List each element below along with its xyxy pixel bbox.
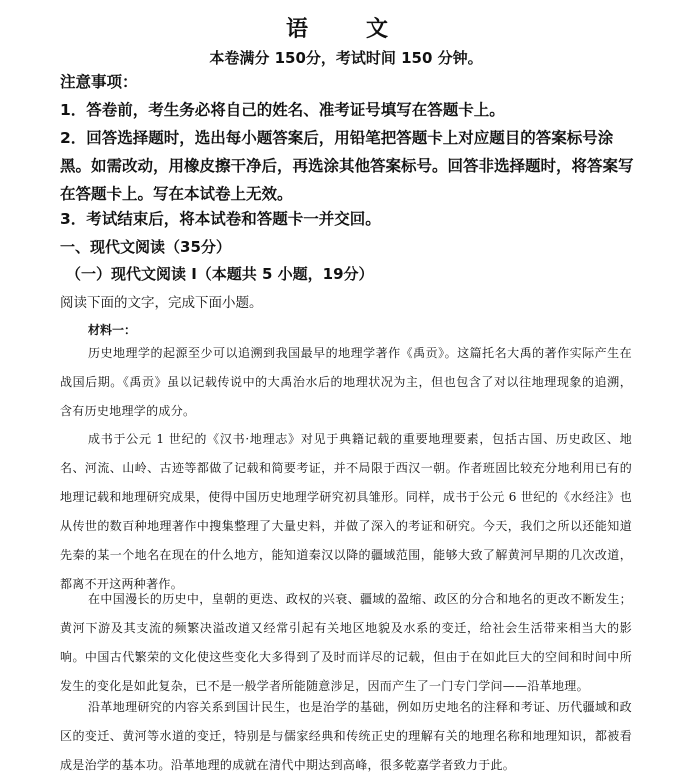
- material-label: 材料一：: [88, 323, 137, 337]
- paragraph-3: 在中国漫长的历史中，皇朝的更迭、政权的兴衰、疆域的盈缩、政区的分合和地名的更改不断发生；黄河下游及其支流的频繁决溢改道又经常引起有关地区地貌及水系的变迁，给社会生活带来相当大的影响。中国古代繁荣的文化使这些变化大多得到了及时而详尽的记载，但由于在如此巨大的空间和时间中所发生的变化是如此复杂，已不是一般学者所能随意涉足，因而产生了一门专门学问——沿革地理。: [60, 592, 632, 693]
- notice-item-3: 3．考试结束后，将本试卷和答题卡一并交回。: [60, 210, 381, 228]
- section-heading: 一、现代文阅读（35分）: [60, 238, 231, 256]
- exam-info: 本卷满分 150分，考试时间 150 分钟。: [209, 49, 483, 67]
- subsection-heading: （一）现代文阅读 I（本题共 5 小题，19分）: [66, 265, 374, 283]
- paragraph-1: 历史地理学的起源至少可以追溯到我国最早的地理学著作《禹贡》。这篇托名大禹的著作实际产生在战国后期。《禹贡》虽以记载传说中的大禹治水后的地理状况为主，但也包含了对以往地理现象的追溯，含有历史地理学的成分。: [60, 346, 632, 418]
- page-title: 语 文: [285, 17, 406, 42]
- paragraph-4: 沿革地理研究的内容关系到国计民生，也是治学的基础，例如历史地名的注释和考证、历代疆域和政区的变迁、黄河等水道的变迁，特别是与儒家经典和传统正史的理解有关的地理名称和地理知识，都被看成是治学的基本功。沿革地理的成就在清代中期达到高峰，很多乾嘉学者致力于此。: [60, 700, 632, 772]
- notice-item-1: 1．答卷前，考生务必将自己的姓名、准考证号填写在答题卡上。: [60, 101, 505, 119]
- notice-item-2: 2．回答选择题时，选出每小题答案后，用铅笔把答题卡上对应题目的答案标号涂黑。如需改动，用橡皮擦干净后，再选涂其他答案标号。回答非选择题时，将答案写在答题卡上。写在本试卷上无效。: [60, 129, 634, 203]
- paragraph-2: 成书于公元 1 世纪的《汉书·地理志》对见于典籍记载的重要地理要素，包括古国、历史政区、地名、河流、山岭、古迹等都做了记载和简要考证，并不局限于西汉一朝。作者班固比较充分地利用已有的地理记载和地理研究成果，使得中国历史地理学研究初具雏形。同样，成书于公元 6 世纪的《水经注》也从传世的数百种地理著作中搜集整理了大量史料，并做了深入的考证和研究。今天，我们之所以还能知道先秦的某一个地名在现在的什么地方，能知道秦汉以降的疆域范围，能够大致了解黄河早期的几次改道，都离不开这两种著作。: [60, 432, 632, 591]
- reading-instruction: 阅读下面的文字，完成下面小题。: [60, 295, 263, 311]
- notice-heading: 注意事项：: [60, 73, 138, 91]
